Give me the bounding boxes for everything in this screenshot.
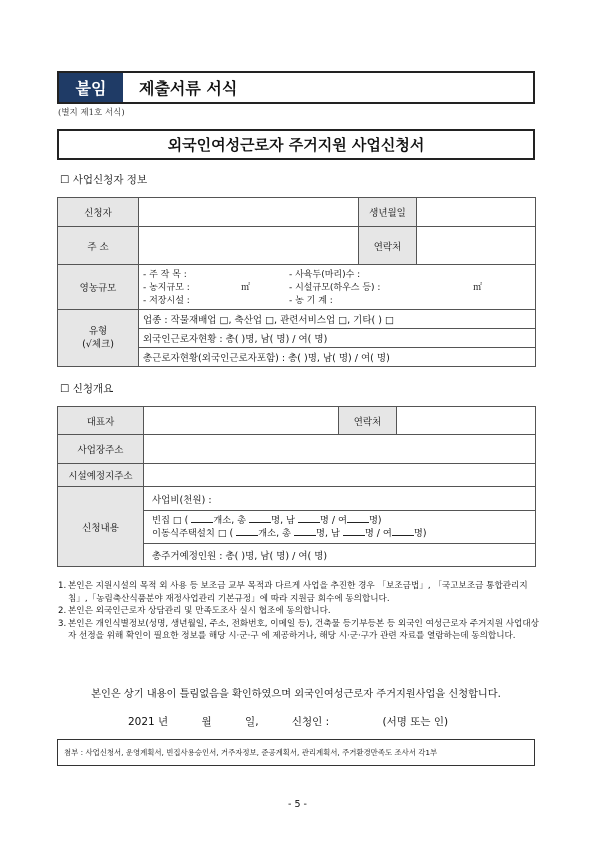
facility-unit: ㎡	[473, 283, 483, 293]
note-item: 1. 본인은 지원시설의 목적 외 사용 등 보조금 교부 목적과 다르게 사업을 추진한 경우 「보조금법」, 「국고보조금 통합관리지침」,「농림축산식품분야 재정사업관리 기본규정」에 따라 지원금 회수에 동의합니다.	[58, 581, 528, 604]
attachment-title: 제출서류 서식	[139, 79, 238, 98]
planned-residents-row[interactable]: 총주거예정인원 : 총( )명, 남( 명) / 여( 명)	[144, 544, 536, 567]
address-field[interactable]	[139, 227, 359, 265]
address-label: 주 소	[58, 227, 139, 265]
attachment-tag: 붙임	[59, 73, 123, 102]
type-label: 유형 (√체크)	[58, 310, 139, 367]
total-workers-row[interactable]: 총근로자현황(외국인근로자포함) : 총( )명, 남( 명) / 여( 명)	[139, 348, 536, 367]
foreign-workers-row[interactable]: 외국인근로자현황 : 총( )명, 남( 명) / 여( 명)	[139, 329, 536, 348]
facility-address-label: 시설예정지주소	[58, 464, 144, 487]
section-application-overview-title: ☐ 신청개요	[60, 383, 114, 395]
farmland-size-label: - 농지규모 :	[143, 283, 190, 293]
applicant-field[interactable]	[139, 198, 359, 227]
application-content-label: 신청내용	[58, 487, 144, 567]
applicant-info-table	[57, 197, 536, 367]
consent-notes	[58, 580, 540, 643]
agreement-statement: 본인은 상기 내용이 틀림없음을 확인하였으며 외국인여성근로자 주거지원사업을 신청합니다.	[91, 689, 501, 700]
attachment-header	[57, 71, 535, 104]
industry-type-row[interactable]: 업종 : 작물재배업 □, 축산업 □, 관련서비스업 □, 기타( ) □	[139, 310, 536, 329]
section-applicant-info-title: ☐ 사업신청자 정보	[60, 174, 148, 186]
facility-address-field[interactable]	[144, 464, 536, 487]
mobile-house-row[interactable]: 이동식주택설치 □ ( 개소, 총 명, 남 명 / 여 명)	[152, 528, 427, 539]
signature-field[interactable]: (서명 또는 인)	[382, 716, 449, 728]
form-title: 외국인여성근로자 주거지원 사업신청서	[57, 129, 535, 160]
note-item: 3. 본인은 개인식별정보(성명, 생년월일, 주소, 전화번호, 이메일 등), 건축물 등기부등본 등 외국인 여성근로자 주거지원 사업대상자 선정을 위해 확인이 필요한 정보를 해당 시·군·구 에 제공하거나, 해당 시·군·구가 관련 자료를 열람하는데 동의합니다.	[58, 618, 539, 641]
vacant-house-row[interactable]: 빈집 □ ( 개소, 총 명, 남 명 / 여 명)	[152, 515, 382, 526]
contact-field[interactable]	[417, 227, 536, 265]
birth-date-label: 생년월일	[359, 198, 417, 227]
representative-field[interactable]	[144, 407, 339, 435]
farmland-unit: ㎡	[241, 283, 251, 293]
facility-size-label: - 시설규모(하우스 등) :	[289, 283, 381, 293]
applicant-label: 신청자	[58, 198, 139, 227]
farm-scale-field[interactable]	[139, 265, 536, 310]
birth-date-field[interactable]	[417, 198, 536, 227]
storage-label: - 저장시설 :	[143, 296, 190, 306]
page-number: - 5 -	[288, 799, 307, 810]
farm-scale-label: 영농규모	[58, 265, 139, 310]
signature-line: 2021 년 월 일, 신청인 : (서명 또는 인)	[128, 716, 449, 728]
main-crop-label: - 주 작 목 :	[143, 270, 187, 280]
application-overview-table	[57, 406, 536, 567]
livestock-count-label: - 사육두(마리)수 :	[289, 270, 361, 280]
rep-contact-label: 연락처	[339, 407, 397, 435]
attachments-list: 첨부 : 사업신청서, 운영계획서, 빈집사용승인서, 거주자정보, 준공계획서, 관리계획서, 주거환경만족도 조사서 각1부	[57, 739, 535, 766]
budget-row[interactable]: 사업비(천원) :	[144, 487, 536, 511]
note-item: 2. 본인은 외국인근로자 상담관리 및 만족도조사 실시 협조에 동의합니다.	[58, 606, 331, 616]
site-address-label: 사업장주소	[58, 435, 144, 464]
representative-label: 대표자	[58, 407, 144, 435]
rep-contact-field[interactable]	[397, 407, 536, 435]
contact-label: 연락처	[359, 227, 417, 265]
housing-type-rows[interactable]	[144, 511, 536, 544]
site-address-field[interactable]	[144, 435, 536, 464]
machinery-label: - 농 기 계 :	[289, 296, 333, 306]
form-reference: (별지 제1호 서식)	[58, 108, 125, 118]
